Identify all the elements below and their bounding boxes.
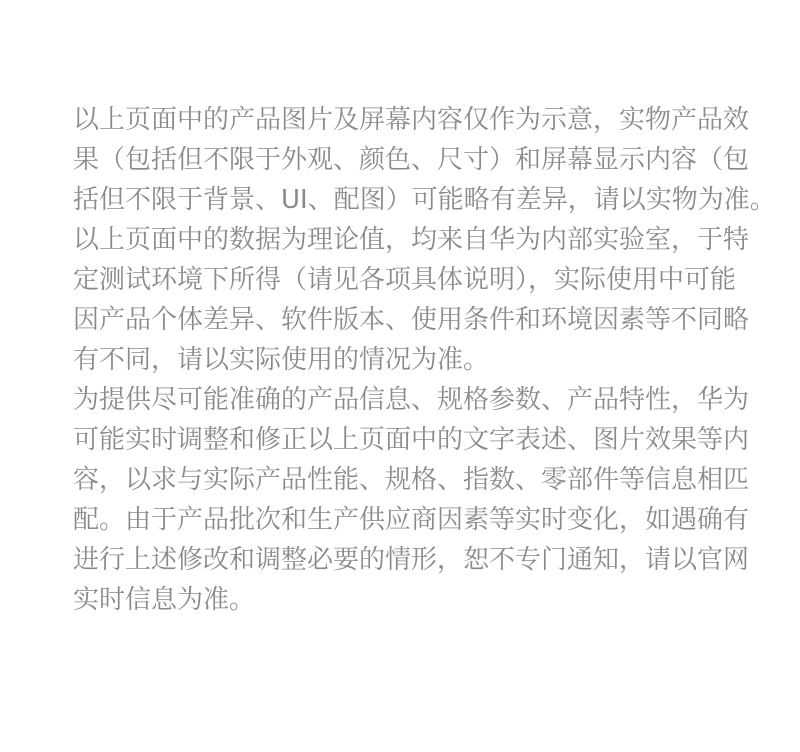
disclaimer-line: 进行上述修改和调整必要的情形，恕不专门通知，请以官网 [73, 545, 750, 575]
disclaimer-section [73, 100, 776, 620]
disclaimer-line: 有不同，请以实际使用的情况为准。 [73, 345, 490, 375]
disclaimer-line: 以上页面中的数据为理论值，均来自华为内部实验室，于特 [73, 225, 750, 255]
disclaimer-line: 果（包括但不限于外观、颜色、尺寸）和屏幕显示内容（包 [73, 145, 750, 175]
disclaimer-line: 实时信息为准。 [73, 585, 256, 615]
disclaimer-line: 以上页面中的产品图片及屏幕内容仅作为示意，实物产品效 [73, 105, 750, 135]
disclaimer-line: 括但不限于背景、UI、配图）可能略有差异，请以实物为准。 [73, 185, 776, 215]
disclaimer-line: 容，以求与实际产品性能、规格、指数、零部件等信息相匹 [73, 465, 750, 495]
disclaimer-line: 为提供尽可能准确的产品信息、规格参数、产品特性，华为 [73, 385, 750, 415]
disclaimer-paragraph-2 [73, 380, 751, 620]
disclaimer-line: 因产品个体差异、软件版本、使用条件和环境因素等不同略 [73, 305, 750, 335]
disclaimer-line: 可能实时调整和修正以上页面中的文字表述、图片效果等内 [73, 425, 750, 455]
disclaimer-paragraph-1 [73, 100, 776, 380]
disclaimer-line: 定测试环境下所得（请见各项具体说明），实际使用中可能 [73, 265, 737, 295]
disclaimer-line: 配。由于产品批次和生产供应商因素等实时变化，如遇确有 [73, 505, 750, 535]
